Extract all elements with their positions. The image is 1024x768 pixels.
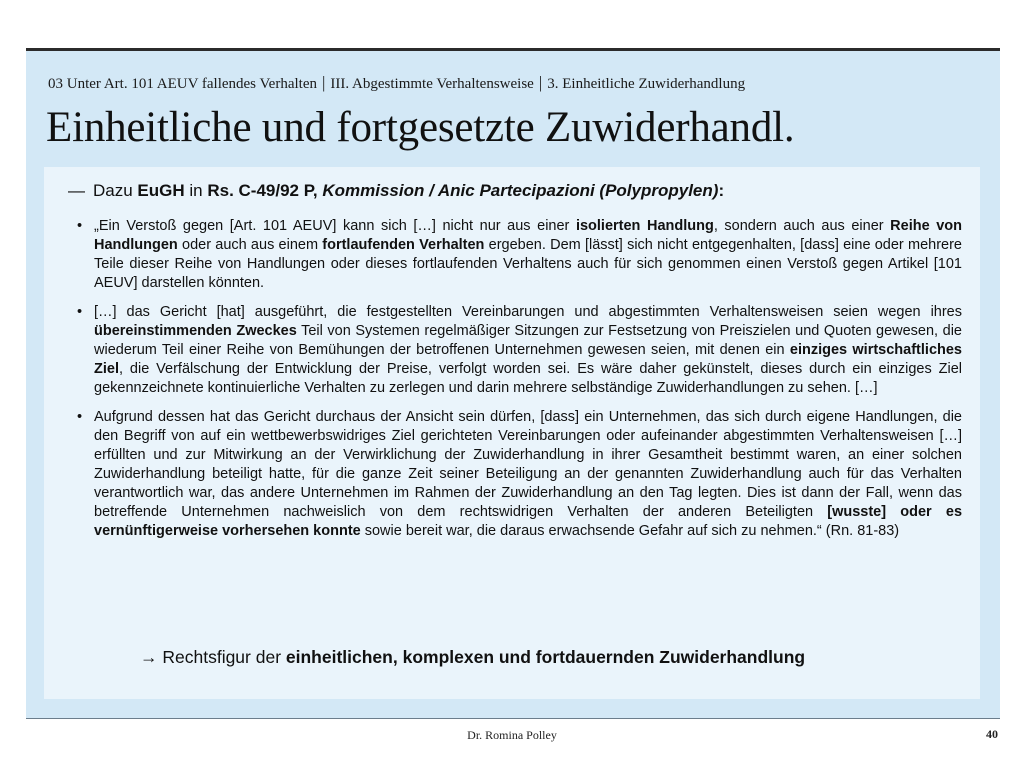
breadcrumb bbox=[48, 73, 745, 93]
breadcrumb-separator: | bbox=[321, 73, 326, 92]
quote-text: […] das Gericht [hat] ausgeführt, die festgestellten Vereinbarungen und abgestimmten Verhaltensweisen seien wegen ihres bbox=[94, 304, 962, 320]
lead-line bbox=[68, 181, 724, 201]
quote-text: Teil von Systemen regelmäßiger Sitzungen zur Festsetzung von Preiszielen und Quoten gewesen, die wiederum Teil einer Reihe von Bemühungen der betroffenen Unternehmen gewesen seien, mit denen ein bbox=[94, 323, 962, 358]
conclusion-line bbox=[140, 647, 805, 668]
breadcrumb-subsection: 3. Einheitliche Zuwiderhandlung bbox=[547, 76, 746, 92]
breadcrumb-separator: | bbox=[538, 73, 543, 92]
quote-emphasis: [wusste] oder es vernünftigerweise vorhersehen konnte bbox=[94, 504, 963, 539]
slide-panel bbox=[26, 48, 1000, 718]
footer-divider bbox=[26, 718, 1000, 719]
quote-text: Aufgrund dessen hat das Gericht durchaus der Ansicht sein dürfen, [dass] ein Unternehmen, das sich durch eigene Handlungen, die den Begriff von auf ein wettbewerbswidriges Ziel gerichteten Vereinbarungen oder aufeinander abgestimmten Verhaltensweisen […] erfüllten und zur Mitwirkung an der Verwirklichung der Zuwiderhandlung in ihrer Gesamtheit bestimmt waren, an einer solchen Zuwiderhandlung beteiligt hatte, für die ganze Zeit seiner Beteiligung an der genannten Zuwiderhandlung auch für das Verhalten verantwortlich war, das andere Unternehmen im Rahmen der Zuwiderhandlung an den Tag legten. Dies ist dann der Fall, wenn das betreffende Unternehmen nachweislich von dem rechtswidrigen Verhalten der anderen Beteiligten bbox=[94, 409, 962, 520]
lead-court: EuGH bbox=[137, 181, 185, 200]
quote-list bbox=[94, 217, 962, 551]
slide-title: Einheitliche und fortgesetzte Zuwiderhandl. bbox=[46, 104, 795, 151]
quote-bullet-1 bbox=[94, 217, 962, 293]
quote-text: ergeben. Dem [lässt] sich nicht entgegenhalten, [dass] eine oder mehrere Teile dieser Reihe von Handlungen oder dieses fortlaufenden Verhaltens auch für sich genommen einen Verstoß gegen Artikel [101 AEUV] darstellen könnten. bbox=[94, 237, 962, 291]
lead-case-number: Rs. C-49/92 P, bbox=[207, 181, 323, 200]
conclusion-emphasis: einheitlichen, komplexen und fortdauernden Zuwiderhandlung bbox=[285, 647, 806, 667]
lead-text: Dazu bbox=[93, 181, 138, 200]
quote-text: , die Verfälschung der Entwicklung der Preise, verfolgt worden sei. Es wäre daher gekünstelt, dieses durch ein einziges Ziel gekennzeichnete kontinuierliche Verhalten zu zerlegen und darin mehrere selbständige Zuwiderhandlungen zu sehen. […] bbox=[94, 361, 962, 396]
footer-author: Dr. Romina Polley bbox=[467, 728, 557, 742]
quote-emphasis: fortlaufenden Verhalten bbox=[322, 237, 485, 253]
breadcrumb-chapter: 03 Unter Art. 101 AEUV fallendes Verhalten bbox=[48, 76, 317, 92]
content-box bbox=[44, 167, 980, 699]
lead-dash: — bbox=[68, 181, 85, 200]
quote-bullet-2 bbox=[94, 303, 962, 398]
quote-emphasis: Reihe von Handlungen bbox=[94, 218, 963, 253]
lead-text: in bbox=[184, 181, 208, 200]
quote-text: oder auch aus einem bbox=[177, 237, 323, 253]
quote-text: , sondern auch aus einer bbox=[713, 218, 891, 234]
quote-bullet-3 bbox=[94, 408, 962, 541]
quote-text: „Ein Verstoß gegen [Art. 101 AEUV] kann sich […] nicht nur aus einer bbox=[94, 218, 576, 234]
page-number: 40 bbox=[986, 727, 998, 741]
lead-colon: : bbox=[718, 181, 725, 200]
quote-text: sowie bereit war, die daraus erwachsende Gefahr auf sich zu nehmen.“ (Rn. 81-83) bbox=[360, 523, 900, 539]
conclusion-text: → Rechtsfigur der bbox=[140, 647, 286, 667]
quote-emphasis: einziges wirtschaftliches Ziel bbox=[94, 342, 962, 377]
breadcrumb-section: III. Abgestimmte Verhaltensweise bbox=[330, 76, 534, 92]
quote-emphasis: isolierten Handlung bbox=[575, 218, 714, 234]
quote-emphasis: übereinstimmenden Zweckes bbox=[94, 323, 297, 339]
lead-case-name: Kommission / Anic Partecipazioni (Polypropylen) bbox=[322, 181, 719, 200]
